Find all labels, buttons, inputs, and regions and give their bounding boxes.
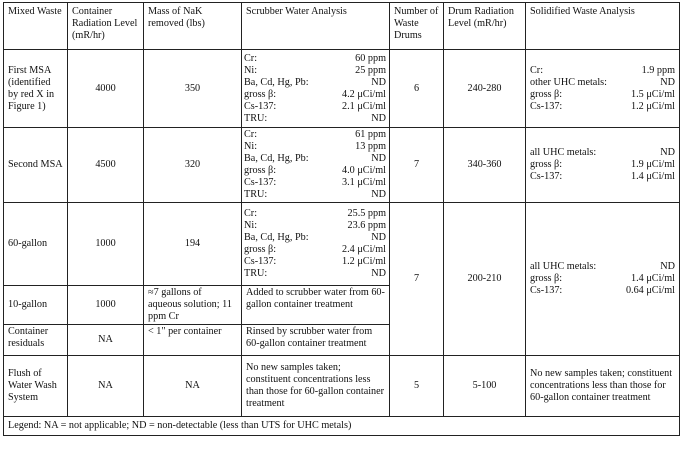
analysis-line: gross β: 1.4 μCi/ml [530,273,675,284]
row-name: First MSA (identified by red X in Figure 1) [4,50,68,128]
analysis-line: Ni: 23.6 ppm [244,220,386,231]
scrubber-analysis [242,203,390,286]
mass-removed-value: NA [144,356,242,417]
drum-radiation-value: 340-360 [444,128,526,203]
row-name: 10-gallon [4,286,68,325]
mass-removed-value: < 1" per container [144,325,242,356]
analysis-line: TRU: ND [244,112,386,124]
analysis-line: other UHC metals: ND [530,76,675,88]
legend: Legend: NA = not applicable; ND = non-detectable (less than UTS for UHC metals) [4,417,680,436]
analysis-line: Cr: 61 ppm [244,129,386,140]
container-radiation-value: 1000 [68,203,144,286]
row-name: Second MSA [4,128,68,203]
waste-analysis-table [3,2,680,436]
number-of-drums-value: 7 [390,128,444,203]
table-row [4,50,680,128]
header-container-radiation: Container Radiation Level (mR/hr) [68,3,144,50]
analysis-line: TRU: ND [244,189,386,200]
solidified-note: No new samples taken; constituent concentrations less than those for 60-gallon container treatment [526,356,680,417]
table-row [4,128,680,203]
scrubber-analysis [242,128,390,203]
waste-analysis-table-sheet [3,2,679,469]
row-name: Container residuals [4,325,68,356]
analysis-line: Cs-137: 2.1 μCi/ml [244,100,386,112]
analysis-line: TRU: ND [244,268,386,279]
header-number-of-drums: Number of Waste Drums [390,3,444,50]
analysis-line: Ni: 25 ppm [244,64,386,76]
header-mixed-waste: Mixed Waste [4,3,68,50]
analysis-line: Cs-137: 1.2 μCi/ml [244,256,386,267]
analysis-line: Cs-137: 3.1 μCi/ml [244,177,386,188]
mass-removed-value: 320 [144,128,242,203]
solidified-analysis [526,203,680,356]
mass-removed-value: 350 [144,50,242,128]
mass-removed-value: ≈7 gallons of aqueous solution; 11 ppm Cr [144,286,242,325]
scrubber-note: Added to scrubber water from 60-gallon container treatment [242,286,390,325]
analysis-line: Ba, Cd, Hg, Pb: ND [244,76,386,88]
analysis-line: Cs-137: 0.64 μCi/ml [530,285,675,296]
analysis-line: all UHC metals: ND [530,261,675,272]
container-radiation-value: 4000 [68,50,144,128]
analysis-line: Cs-137: 1.2 μCi/ml [530,100,675,112]
mass-removed-value: 194 [144,203,242,286]
legend-row [4,417,680,436]
analysis-line: gross β: 4.0 μCi/ml [244,165,386,176]
container-radiation-value: NA [68,325,144,356]
scrubber-analysis [242,50,390,128]
row-name: 60-gallon [4,203,68,286]
number-of-drums-value: 5 [390,356,444,417]
solidified-analysis [526,128,680,203]
analysis-line: gross β: 1.5 μCi/ml [530,88,675,100]
number-of-drums-value: 7 [390,203,444,356]
header-solidified-waste: Solidified Waste Analysis [526,3,680,50]
analysis-line: gross β: 1.9 μCi/ml [530,159,675,170]
drum-radiation-value: 5-100 [444,356,526,417]
number-of-drums-value: 6 [390,50,444,128]
analysis-line: Ba, Cd, Hg, Pb: ND [244,232,386,243]
analysis-line: Cr: 1.9 ppm [530,64,675,76]
table-row [4,356,680,417]
scrubber-note: No new samples taken; constituent concentrations less than those for 60-gallon container treatment [242,356,390,417]
analysis-line: Ni: 13 ppm [244,141,386,152]
analysis-line: all UHC metals: ND [530,147,675,158]
container-radiation-value: 1000 [68,286,144,325]
analysis-line: Ba, Cd, Hg, Pb: ND [244,153,386,164]
header-row [4,3,680,50]
container-radiation-value: 4500 [68,128,144,203]
drum-radiation-value: 240-280 [444,50,526,128]
analysis-line: Cr: 60 ppm [244,52,386,64]
header-drum-radiation: Drum Radiation Level (mR/hr) [444,3,526,50]
analysis-line: gross β: 2.4 μCi/ml [244,244,386,255]
analysis-line: Cr: 25.5 ppm [244,208,386,219]
solidified-analysis [526,50,680,128]
container-radiation-value: NA [68,356,144,417]
drum-radiation-value: 200-210 [444,203,526,356]
table-row [4,203,680,286]
header-scrubber-water: Scrubber Water Analysis [242,3,390,50]
scrubber-note: Rinsed by scrubber water from 60-gallon container treatment [242,325,390,356]
row-name: Flush of Water Wash System [4,356,68,417]
header-mass-nak: Mass of NaK removed (lbs) [144,3,242,50]
analysis-line: gross β: 4.2 μCi/ml [244,88,386,100]
analysis-line: Cs-137: 1.4 μCi/ml [530,171,675,182]
